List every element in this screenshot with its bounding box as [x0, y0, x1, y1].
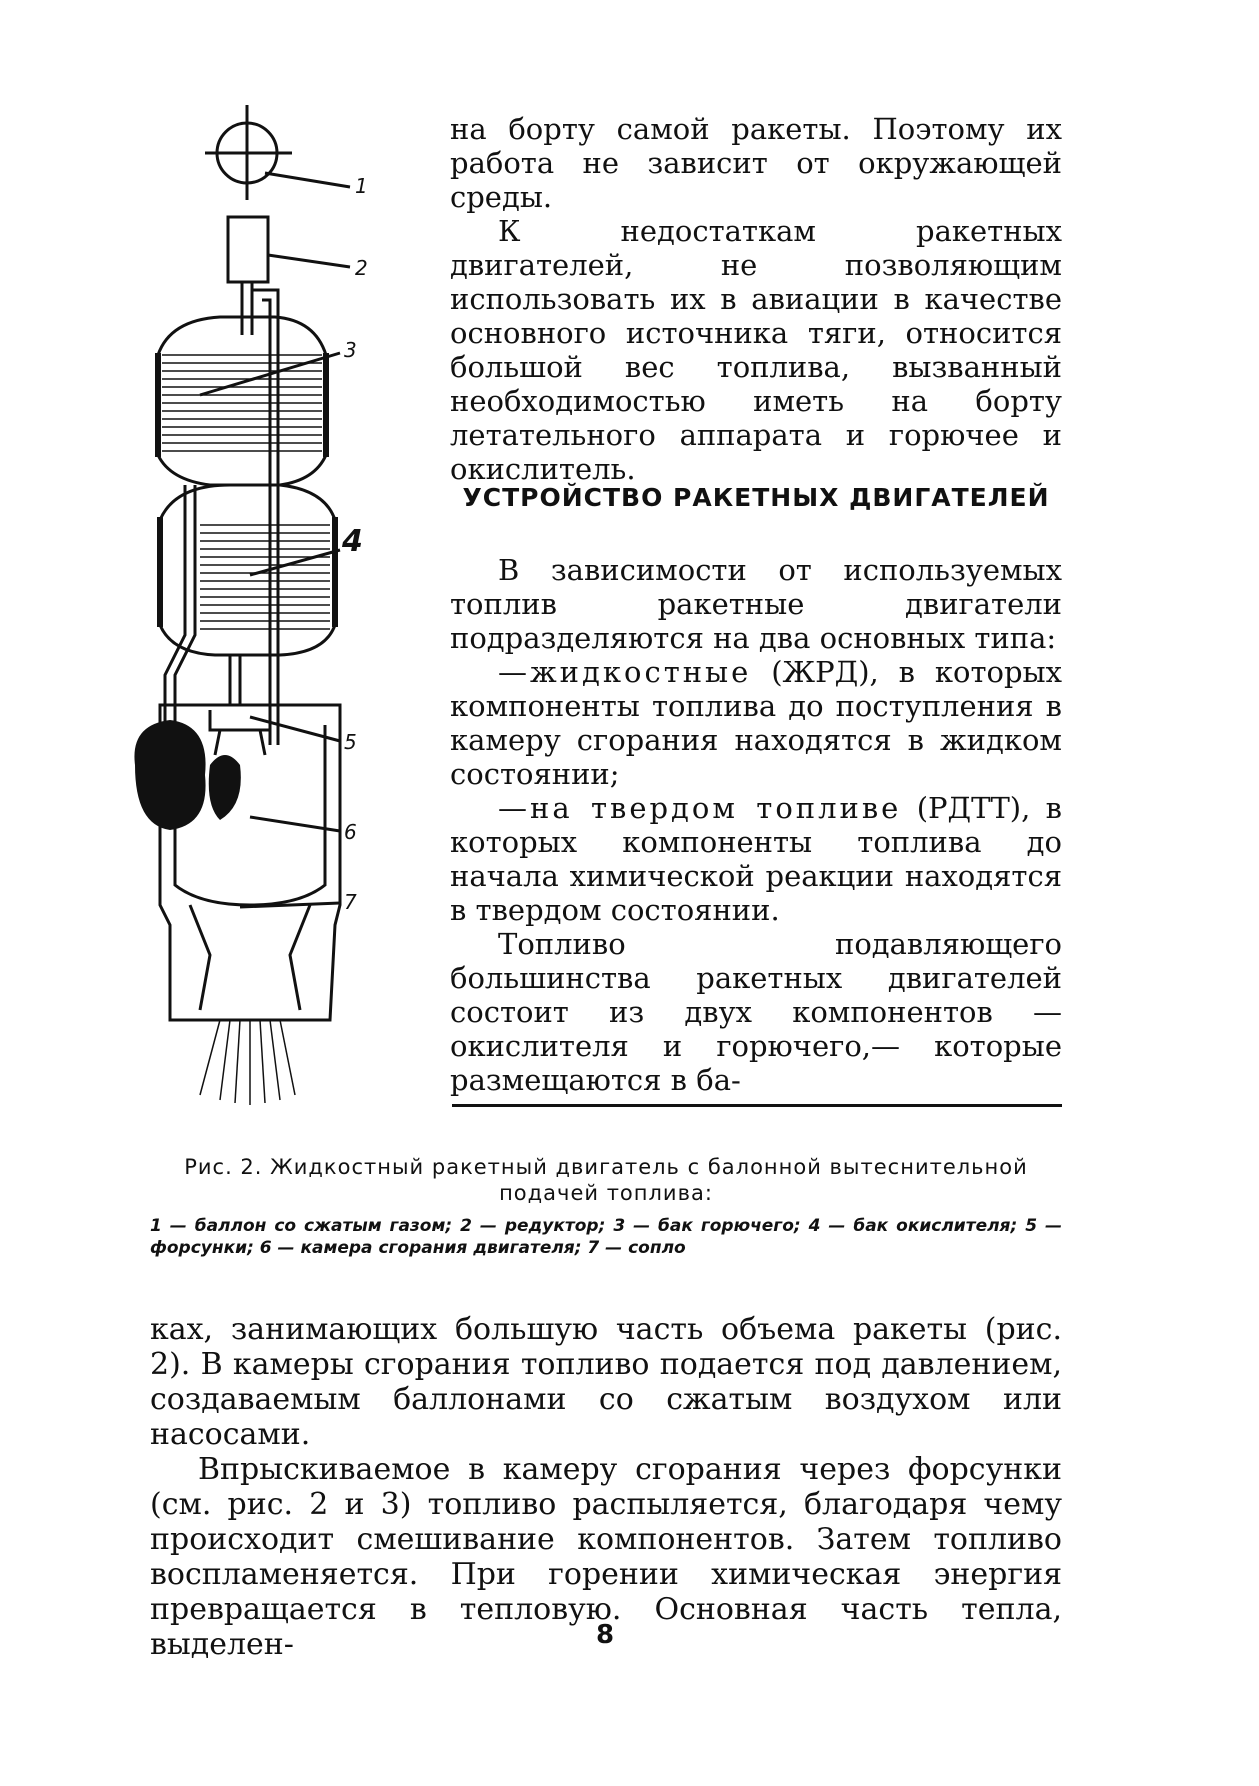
label-4: 4	[342, 524, 363, 559]
rocket-engine-diagram	[130, 105, 420, 1105]
term: —на твердом топливе	[498, 791, 902, 825]
flame-right	[209, 755, 241, 820]
list-item	[450, 791, 1062, 927]
label-6: 6	[344, 820, 357, 844]
fuel-tank	[158, 317, 326, 485]
page-number: 8	[595, 1620, 615, 1650]
rocket-engine-figure	[130, 105, 420, 1105]
flame-left	[134, 720, 205, 830]
figure-caption: Рис. 2. Жидкостный ракетный двигатель с балонной вытеснительной подачей топлива:	[184, 1155, 1028, 1205]
label-2: 2	[355, 256, 368, 280]
divider	[452, 1104, 1062, 1107]
label-1: 1	[355, 174, 368, 198]
nozzle	[190, 905, 310, 1010]
figure-legend: 1 — баллон со сжатым газом; 2 — редуктор; 3 — бак горючего; 4 — бак окислителя; 5 — форсунки; 6 — камера сгорания двигателя; 7 — сопло	[150, 1216, 1062, 1258]
right-column-top	[450, 112, 1062, 486]
paragraph: ках, занимающих большую часть объема ракеты (рис. 2). В камеры сгорания топливо подается под давлением, создаваемым баллонами со сжатым воздухом или насосами.	[150, 1312, 1062, 1452]
label-3: 3	[344, 338, 357, 362]
list-item	[450, 655, 1062, 791]
term-description: (РДТТ), в которых компоненты топлива до начала химической реакции находятся в твердом состоянии.	[450, 791, 1062, 927]
paragraph: Топливо подавляющего большинства ракетных двигателей состоит из двух компонентов — окислителя и горючего,— которые размещаются в ба-	[450, 927, 1062, 1097]
paragraph: на борту самой ракеты. Поэтому их работа не зависит от окружающей среды.	[450, 112, 1062, 214]
bottom-text	[150, 1312, 1062, 1662]
paragraph: К недостаткам ракетных двигателей, не позволяющим использовать их в авиации в качестве основного источника тяги, относится большой вес топлива, вызванный необходимостью иметь на борту летательного аппарата и горючее и окислитель.	[450, 214, 1062, 486]
term: —жидкостные	[498, 655, 752, 689]
paragraph: Впрыскиваемое в камеру сгорания через форсунки (см. рис. 2 и 3) топливо распыляется, благодаря чему происходит смешивание компонентов. Затем топливо воспламеняется. При горении химическая энергия превращается в тепловую. Основная часть тепла, выделен-	[150, 1452, 1062, 1662]
regulator	[228, 217, 268, 282]
label-7: 7	[344, 890, 357, 914]
term-description: (ЖРД), в которых компоненты топлива до поступления в камеру сгорания находятся в жидком состоянии;	[450, 655, 1062, 791]
right-column-section	[450, 553, 1062, 1097]
paragraph: В зависимости от используемых топлив ракетные двигатели подразделяются на два основных типа:	[450, 553, 1062, 655]
section-heading: УСТРОЙСТВО РАКЕТНЫХ ДВИГАТЕЛЕЙ	[462, 483, 1050, 512]
label-5: 5	[344, 730, 357, 754]
